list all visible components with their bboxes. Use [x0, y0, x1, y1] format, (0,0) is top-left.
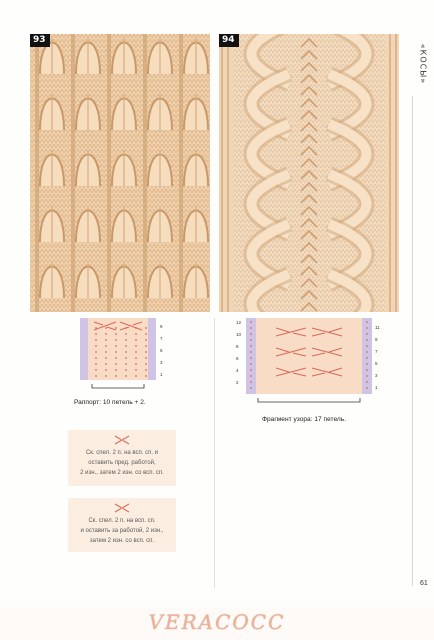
footer-logo: VERACOCC	[148, 610, 286, 634]
cable-cross-left-icon	[114, 435, 130, 445]
purl-dot	[125, 333, 127, 335]
chart-94-row-number-right: 1	[375, 385, 378, 390]
purl-dot	[366, 357, 368, 359]
purl-dot	[145, 333, 147, 335]
knit-texture-94	[219, 34, 399, 312]
purl-dot	[145, 351, 147, 353]
purl-dot	[366, 321, 368, 323]
purl-dot	[366, 345, 368, 347]
purl-dot	[95, 369, 97, 371]
purl-dot	[105, 357, 107, 359]
chart-94-fragment-bracket	[258, 398, 360, 402]
purl-dot	[145, 363, 147, 365]
purl-dot	[95, 345, 97, 347]
pattern-93-chart-grid	[72, 318, 172, 390]
chart-93-row-number: 7	[160, 336, 163, 341]
purl-dot	[366, 363, 368, 365]
chart-93-row-number: 3	[160, 360, 163, 365]
legend-cable-front	[68, 430, 176, 486]
purl-dot	[250, 351, 252, 353]
chart-94-row-number-left: 6	[236, 356, 239, 361]
purl-dot	[95, 333, 97, 335]
purl-dot	[115, 351, 117, 353]
purl-dot	[105, 363, 107, 365]
pattern-93-caption: Раппорт: 10 петель + 2.	[74, 399, 146, 406]
purl-dot	[105, 333, 107, 335]
legend-cable-back	[68, 498, 176, 552]
chart-94-row-number-right: 3	[375, 373, 378, 378]
pattern-94-caption: Фрагмент узора: 17 петель.	[262, 416, 347, 423]
purl-dot	[115, 345, 117, 347]
purl-dot	[366, 387, 368, 389]
purl-dot	[135, 351, 137, 353]
legend-cable-front-text: Ск. спел. 2 п. на всп. сп. и оставить пред. работой, 2 изн., затем 2 изн. со всп. сп.	[80, 450, 164, 476]
purl-channel	[179, 34, 183, 312]
purl-dot	[125, 345, 127, 347]
purl-dot	[250, 369, 252, 371]
purl-dot	[250, 327, 252, 329]
purl-dot	[95, 351, 97, 353]
purl-dot	[95, 375, 97, 377]
purl-dot	[115, 357, 117, 359]
chart-93-row-number: 5	[160, 348, 163, 353]
purl-dot	[105, 369, 107, 371]
purl-dot	[105, 345, 107, 347]
chart-94-row-number-right: 11	[375, 325, 380, 330]
purl-channel	[143, 34, 147, 312]
chart-94-field	[246, 318, 372, 394]
cable-cross-right-icon	[114, 503, 130, 513]
purl-dot	[125, 339, 127, 341]
chart-94-row-number-right: 9	[375, 337, 378, 342]
chart-94-row-number-left: 8	[236, 344, 239, 349]
purl-dot	[250, 333, 252, 335]
purl-dot	[105, 327, 107, 329]
chart-94-row-number-right: 7	[375, 349, 378, 354]
purl-dot	[125, 357, 127, 359]
knit-texture-93	[30, 34, 210, 312]
purl-dot	[366, 381, 368, 383]
legend-cable-back-text: Ск. спел. 2 п. на всп. сп. и оставить за работой, 2 изн., затем 2 изн. со всп. сп.	[80, 518, 164, 544]
purl-dot	[366, 351, 368, 353]
chart-93-repeat-bracket	[92, 384, 144, 388]
purl-dot	[250, 345, 252, 347]
chart-93-edge-left	[80, 318, 88, 380]
purl-dot	[135, 345, 137, 347]
chart-93-row-number: 9	[160, 324, 163, 329]
purl-dot	[95, 363, 97, 365]
purl-dot	[105, 375, 107, 377]
section-title	[416, 34, 430, 94]
purl-dot	[125, 369, 127, 371]
purl-dot	[250, 321, 252, 323]
side-divider	[412, 96, 413, 586]
purl-dot	[145, 345, 147, 347]
purl-dot	[250, 339, 252, 341]
purl-dot	[366, 339, 368, 341]
purl-dot	[115, 339, 117, 341]
purl-dot	[115, 363, 117, 365]
purl-dot	[115, 333, 117, 335]
purl-dot	[366, 375, 368, 377]
purl-dot	[145, 369, 147, 371]
chart-94-row-number-left: 12	[236, 320, 242, 325]
pattern-94-photo	[219, 34, 399, 312]
purl-dot	[115, 375, 117, 377]
purl-dot	[135, 333, 137, 335]
pattern-94-number: 94	[219, 34, 239, 47]
purl-dot	[366, 333, 368, 335]
chart-94-row-number-left: 2	[236, 380, 239, 385]
pattern-93-photo	[30, 34, 210, 312]
purl-dot	[95, 339, 97, 341]
purl-dot	[135, 357, 137, 359]
chart-93-edge-right	[148, 318, 156, 380]
purl-dot	[135, 369, 137, 371]
purl-dot	[105, 339, 107, 341]
purl-dot	[250, 387, 252, 389]
purl-dot	[125, 375, 127, 377]
purl-channel	[35, 34, 39, 312]
purl-dot	[95, 357, 97, 359]
purl-dot	[145, 327, 147, 329]
purl-dot	[115, 327, 117, 329]
purl-dot	[250, 381, 252, 383]
pattern-94-chart-grid	[234, 318, 384, 406]
purl-dot	[135, 339, 137, 341]
purl-dot	[125, 351, 127, 353]
purl-dot	[125, 363, 127, 365]
chart-93-field	[80, 318, 156, 380]
purl-dot	[115, 369, 117, 371]
chart-93-row-number: 1	[160, 372, 163, 377]
purl-dot	[135, 363, 137, 365]
purl-dot	[105, 351, 107, 353]
pattern-93-number: 93	[30, 34, 50, 47]
purl-dot	[250, 375, 252, 377]
page-number: 61	[420, 580, 428, 587]
purl-channel	[107, 34, 111, 312]
purl-dot	[250, 363, 252, 365]
pattern-94-chart	[234, 318, 384, 406]
purl-dot	[135, 375, 137, 377]
purl-dot	[366, 327, 368, 329]
purl-dot	[250, 357, 252, 359]
chart-94-row-number-left: 10	[236, 332, 242, 337]
purl-dot	[145, 357, 147, 359]
chart-94-row-number-right: 5	[375, 361, 378, 366]
chart-94-row-number-left: 4	[236, 368, 239, 373]
purl-dot	[145, 375, 147, 377]
column-divider	[214, 318, 215, 588]
purl-dot	[366, 369, 368, 371]
pattern-93-chart	[72, 318, 172, 390]
purl-dot	[145, 339, 147, 341]
section-title-text: «КОСЫ»	[418, 43, 428, 85]
purl-channel	[71, 34, 75, 312]
